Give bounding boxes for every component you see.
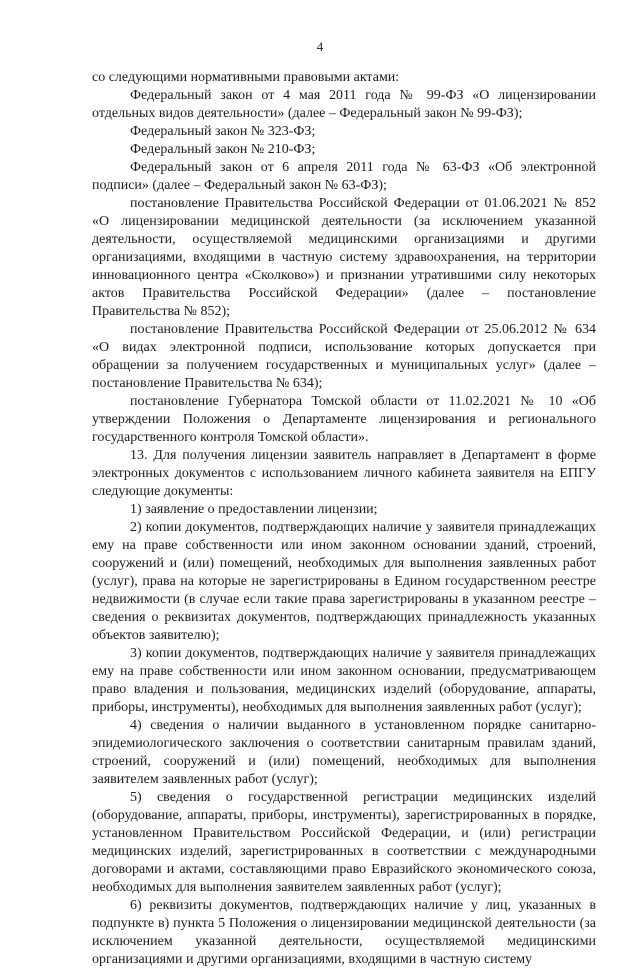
- paragraph-governor-resolution-10: постановление Губернатора Томской области от 11.02.2021 № 10 «Об утверждении Положения о Департаменте лицензирования и регионального государственного контроля Томской области».: [92, 394, 596, 445]
- list-item-5: 5) сведения о государственной регистрации медицинских изделий (оборудование, аппараты, приборы, инструменты), зарегистрированных в порядке, установленном Правительством Российской Федерации, и (или) регистрации медицинских изделий, зарегистрированных в соответствии с международными договорами и актами, составляющими право Евразийского экономического союза, необходимых для выполнения заявителем заявленных работ (услуг);: [92, 790, 596, 895]
- paragraph-law-63-fz: Федеральный закон от 6 апреля 2011 года № 63-ФЗ «Об электронной подписи» (далее – Федеральный закон № 63-ФЗ);: [92, 160, 596, 193]
- page-number: 4: [316, 39, 324, 54]
- paragraph-resolution-634: постановление Правительства Российской Федерации от 25.06.2012 № 634 «О видах электронной подписи, использование которых допускается при обращении за получением государственных и муниципальных услуг» (далее – постановление Правительства № 634);: [92, 322, 596, 391]
- paragraph-law-323-fz: Федеральный закон № 323-ФЗ;: [130, 124, 316, 139]
- paragraph-clause-13: 13. Для получения лицензии заявитель направляет в Департамент в форме электронных документов с использованием личного кабинета заявителя на ЕПГУ следующие документы:: [92, 448, 596, 499]
- list-item-3: 3) копии документов, подтверждающих наличие у заявителя принадлежащих ему на праве собственности или ином законном основании, предусматривающем право владения и пользования, медицинских изделий (оборудование, аппараты, приборы, инструменты), необходимых для выполнения заявленных работ (услуг);: [92, 646, 596, 715]
- paragraph-law-99-fz: Федеральный закон от 4 мая 2011 года № 99-ФЗ «О лицензировании отдельных видов деятельности» (далее – Федеральный закон № 99-ФЗ);: [92, 88, 596, 121]
- paragraph-resolution-852: постановление Правительства Российской Федерации от 01.06.2021 № 852 «О лицензировании медицинской деятельности (за исключением указанной деятельности, осуществляемой медицинскими организациями и другими организациями, входящими в частную систему здравоохранения, на территории инновационного центра «Сколково») и признании утратившими силу некоторых актов Правительства Российской Федерации» (далее – постановление Правительства № 852);: [92, 196, 596, 319]
- paragraph-continuation: со следующими нормативными правовыми актами:: [92, 70, 400, 85]
- paragraph-law-210-fz: Федеральный закон № 210-ФЗ;: [130, 142, 316, 157]
- list-item-2: 2) копии документов, подтверждающих наличие у заявителя принадлежащих ему на праве собственности или ином законном основании зданий, строений, сооружений и (или) помещений, необходимых для выполнения заявленных работ (услуг), права на которые не зарегистрированы в Едином государственном реестре недвижимости (в случае если такие права зарегистрированы в указанном реестре – сведения о реквизитах документов, подтверждающих принадлежность указанных объектов заявителю);: [92, 520, 596, 643]
- list-item-4: 4) сведения о наличии выданного в установленном порядке санитарно-эпидемиологического заключения о соответствии санитарным правилам зданий, строений, сооружений и (или) помещений, необходимых для выполнения заявителем заявленных работ (услуг);: [92, 718, 596, 787]
- list-item-6: 6) реквизиты документов, подтверждающих наличие у лиц, указанных в подпункте в) пункта 5 Положения о лицензировании медицинской деятельности (за исключением указанной деятельности, осуществляемой медицинскими организациями и другими организациями, входящими в частную систему: [92, 898, 596, 967]
- document-body: [92, 69, 596, 969]
- list-item-1: 1) заявление о предоставлении лицензии;: [130, 502, 378, 517]
